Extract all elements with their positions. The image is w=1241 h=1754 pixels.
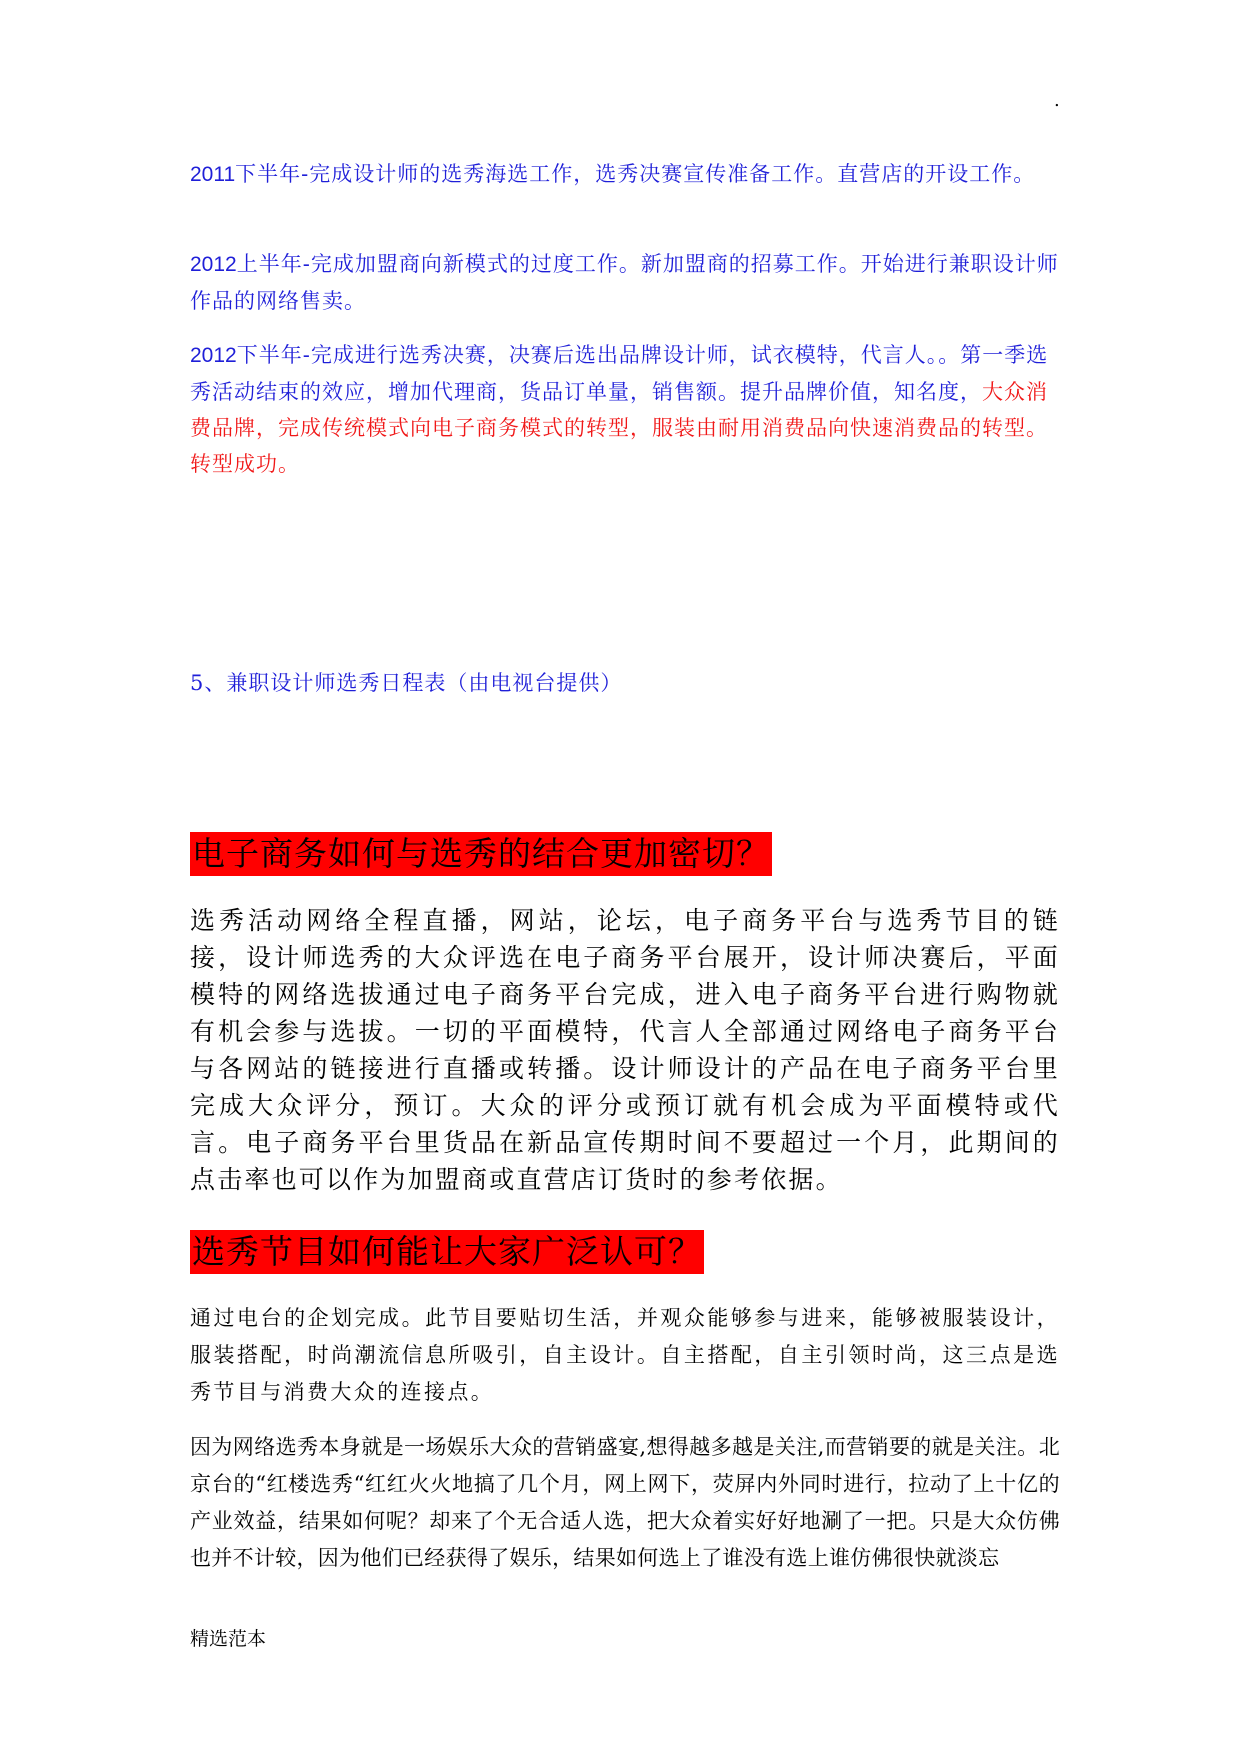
- footer-label: 精选范本: [190, 1628, 267, 1650]
- paragraph-network-show: 因为网络选秀本身就是一场娱乐大众的营销盛宴,想得越多越是关注,而营销要的就是关注。北京台的“红楼选秀“红红火火地搞了几个月，网上网下，荧屏内外同时进行，拉动了上十亿的产业效益，结果如何呢？却来了个无合适人选，把大众着实好好地涮了一把。只是大众仿佛也并不计较，因为他们已经获得了娱乐，结果如何选上了谁没有选上谁仿佛很快就淡忘: [190, 1435, 1060, 1570]
- plan-item-year: 2012: [190, 253, 237, 276]
- page-mark: .: [1054, 90, 1060, 111]
- plan-item-text: 下半年-完成设计师的选秀海选工作，选秀决赛宣传准备工作。直营店的开设工作。: [235, 162, 1036, 186]
- plan-item-text: 上半年-完成加盟商向新模式的过度工作。新加盟商的招募工作。开始进行兼职设计师作品的网络售卖。: [190, 252, 1059, 313]
- plan-item-2012-h1: [190, 246, 1060, 319]
- section-heading-ecommerce: 电子商务如何与选秀的结合更加密切？: [190, 832, 772, 876]
- plan-item-2011-h2: [190, 156, 1060, 193]
- plan-item-2012-h2: [190, 337, 1060, 482]
- plan-item-text: 下半年-完成进行选秀决赛，决赛后选出品牌设计师，试衣模特，代言人。。第一季选秀活动结束的效应，增加代理商，货品订单量，销售额。提升品牌价值，知名度，: [190, 343, 1049, 404]
- section-5-title: 5、兼职设计师选秀日程表（由电视台提供）: [190, 671, 623, 695]
- plan-item-year: 2012: [190, 344, 237, 367]
- paragraph-planning: 通过电台的企划完成。此节目要贴切生活，并观众能够参与进来，能够被服装设计，服装搭配，时尚潮流信息所吸引，自主设计。自主搭配，自主引领时尚，这三点是选秀节目与消费大众的连接点。: [190, 1306, 1060, 1404]
- paragraph-ecommerce: 选秀活动网络全程直播，网站，论坛，电子商务平台与选秀节目的链接，设计师选秀的大众评选在电子商务平台展开，设计师决赛后，平面模特的网络选拔通过电子商务平台完成，进入电子商务平台进行购物就有机会参与选拔。一切的平面模特，代言人全部通过网络电子商务平台与各网站的链接进行直播或转播。设计师设计的产品在电子商务平台里完成大众评分，预订。大众的评分或预订就有机会成为平面模特或代言。电子商务平台里货品在新品宣传期时间不要超过一个月，此期间的点击率也可以作为加盟商或直营店订货时的参考依据。: [190, 906, 1060, 1194]
- section-heading-recognition: 选秀节目如何能让大家广泛认可？: [190, 1230, 704, 1274]
- plan-item-highlight-text: 大众消费品牌，完成传统模式向电子商务模式的转型，服装由耐用消费品向快速消费品的转型。转型成功。: [190, 380, 1048, 476]
- plan-item-year: 2011: [190, 163, 236, 186]
